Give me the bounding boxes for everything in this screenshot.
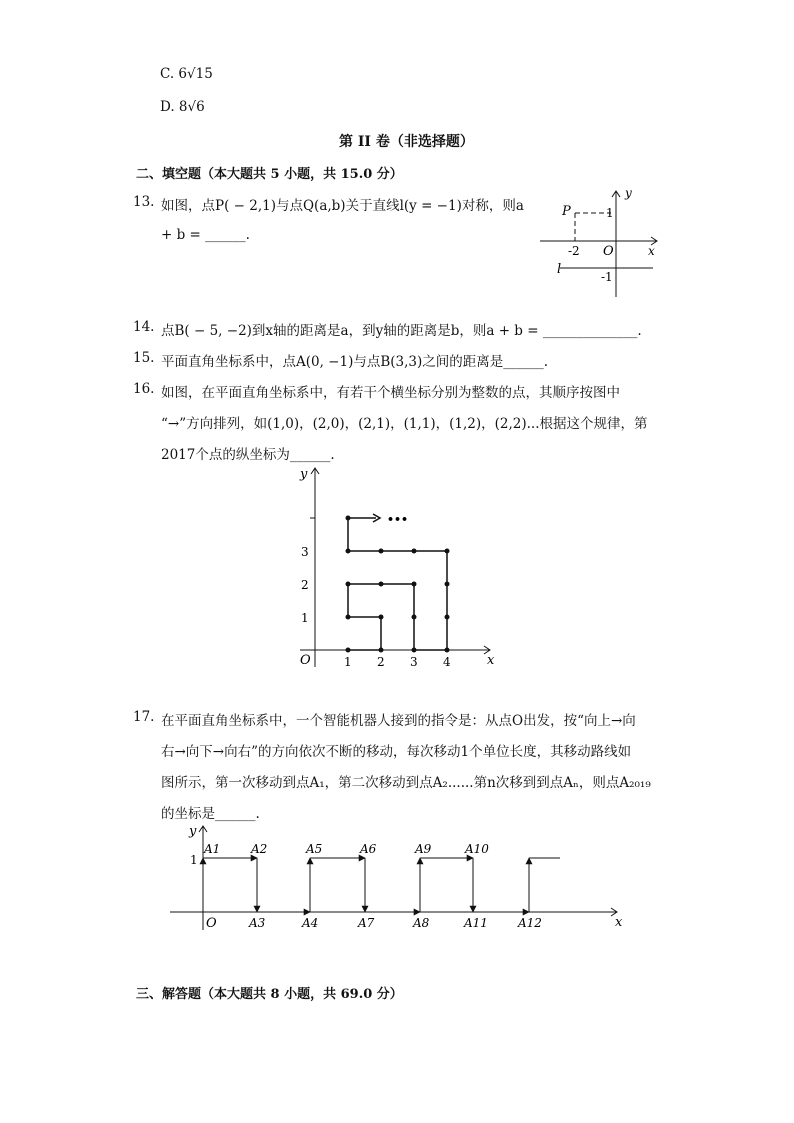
section-heading-fill-in: 二、填空题（本大题共 5 小题，共 15.0 分）	[136, 167, 403, 182]
q16-ellipsis: •••	[387, 513, 409, 526]
q16-y-tick-label: 1	[301, 611, 309, 625]
q16-x-tick-label: 1	[344, 655, 352, 669]
q17-point-label: A8	[413, 916, 430, 930]
q17-label-y: y	[189, 824, 197, 839]
q16-label-origin: O	[300, 653, 311, 668]
q13-label-p: P	[562, 204, 571, 219]
q13-figure	[535, 185, 665, 303]
q16-point	[379, 615, 384, 620]
q16-point	[412, 648, 417, 653]
q17-tick-1: 1	[190, 853, 198, 867]
choice-c: C. 6√15	[160, 66, 213, 82]
question-number-13: 13.	[133, 194, 155, 210]
q13-tick-neg1: -1	[601, 270, 613, 284]
question-14-text: 点B( − 5, −2)到x轴的距离是a，到y轴的距离是b，则a + b = ______________.	[161, 323, 642, 339]
question-13-line2: + b = ______.	[161, 227, 250, 243]
question-number-16: 16.	[133, 381, 155, 397]
q17-point-label: A1	[204, 842, 221, 856]
q16-point	[346, 516, 351, 521]
q16-x-tick-label: 3	[410, 655, 418, 669]
q17-point-label: A11	[464, 916, 488, 930]
q17-point-label: A4	[302, 916, 319, 930]
q17-point-label: A10	[465, 842, 489, 856]
question-number-17: 17.	[133, 709, 155, 725]
q13-tick-1: 1	[606, 206, 614, 220]
q17-point-label: A12	[518, 916, 542, 930]
question-16-line3: 2017个点的纵坐标为______.	[161, 447, 335, 463]
question-13-line1: 如图，点P( − 2,1)与点Q(a,b)关于直线l(y = −1)对称，则a	[161, 198, 524, 214]
q16-point	[379, 582, 384, 587]
q13-label-origin: O	[603, 244, 614, 259]
q16-label-x: x	[487, 653, 495, 668]
section-heading-answer: 三、解答题（本大题共 8 小题，共 69.0 分）	[136, 987, 403, 1002]
q17-point-label: A2	[251, 842, 268, 856]
q16-point	[346, 549, 351, 554]
question-16-line1: 如图，在平面直角坐标系中，有若干个横坐标分别为整数的点，其顺序按图中	[161, 385, 620, 401]
q13-label-x: x	[648, 244, 655, 258]
question-17-line2: 右→向下→向右”的方向依次不断的移动，每次移动1个单位长度，其移动路线如	[161, 744, 632, 760]
question-15-text: 平面直角坐标系中，点A(0, −1)与点B(3,3)之间的距离是______.	[161, 354, 549, 370]
q16-point	[379, 549, 384, 554]
q16-point	[445, 549, 450, 554]
q17-point-label: A3	[249, 916, 266, 930]
q16-point	[346, 648, 351, 653]
q16-figure	[290, 462, 510, 672]
q16-point	[412, 549, 417, 554]
q13-tick-neg2: -2	[568, 244, 580, 258]
question-number-14: 14.	[133, 319, 155, 335]
q16-point	[346, 615, 351, 620]
q13-label-l: l	[557, 262, 562, 277]
q13-label-y: y	[625, 186, 632, 200]
q16-path	[348, 518, 447, 650]
q17-label-origin: O	[206, 916, 217, 931]
q16-y-tick-label: 3	[301, 545, 309, 559]
q16-y-tick-label: 2	[301, 578, 309, 592]
q16-x-tick-label: 4	[443, 655, 451, 669]
q16-label-y: y	[300, 467, 308, 482]
q16-point	[445, 615, 450, 620]
q16-point	[379, 648, 384, 653]
question-16-line2: “→”方向排列，如(1,0)，(2,0)，(2,1)，(1,1)，(1,2)，(2,2)...根据这个规律，第	[161, 416, 648, 432]
q16-point	[445, 582, 450, 587]
q16-point	[412, 615, 417, 620]
q16-point	[412, 582, 417, 587]
question-17-line1: 在平面直角坐标系中，一个智能机器人接到的指令是：从点O出发，按“向上→向	[161, 713, 636, 729]
question-17-line4: 的坐标是______.	[161, 806, 260, 822]
part-title: 第 II 卷（非选择题）	[339, 134, 474, 150]
question-number-15: 15.	[133, 350, 155, 366]
q16-point	[445, 648, 450, 653]
choice-d: D. 8√6	[160, 99, 205, 115]
q16-x-tick-label: 2	[377, 655, 385, 669]
q17-point-label: A5	[306, 842, 323, 856]
q17-label-x: x	[615, 915, 623, 930]
q17-point-label: A7	[358, 916, 375, 930]
q16-point	[346, 582, 351, 587]
q17-figure	[165, 820, 635, 940]
q17-point-label: A6	[360, 842, 377, 856]
question-17-line3: 图所示，第一次移动到点A₁，第二次移动到点A₂......第n次移到到点Aₙ，则点A₂₀₁₉	[161, 775, 651, 791]
q17-point-label: A9	[415, 842, 432, 856]
